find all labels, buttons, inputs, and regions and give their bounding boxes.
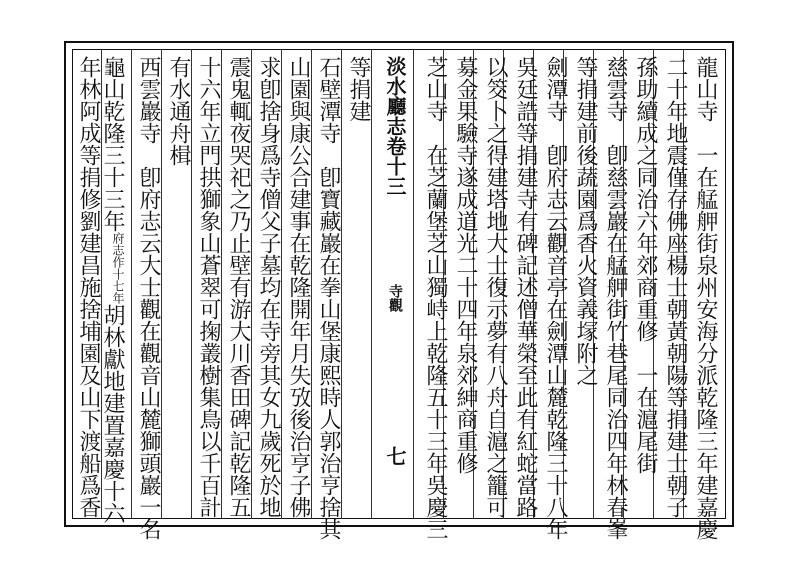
text-column: 石壁潭寺 卽寶藏巖在拳山堡康熙時人郭治亨捨其: [316, 56, 341, 540]
text-column: 年林阿成等捐修劉建昌施捨埔園及山下渡船爲香: [76, 56, 101, 518]
text-column: 慈雲寺 卽慈雲巖在艋舺街竹巷尾同治四年林春峯: [603, 56, 628, 540]
text-column: 等捐建: [346, 56, 371, 122]
text-column: 山園與康公合建事在乾隆開年月失攷後治亨子佛: [286, 56, 311, 518]
text-column: 有水通舟楫: [166, 56, 191, 166]
text-column: 劍潭寺 卽府志云觀音亭在劍潭山麓乾隆三十八年: [543, 56, 568, 540]
column-text: 龜山乾隆三十三年: [100, 56, 125, 232]
interlinear-note: 府志作十七年: [111, 232, 125, 304]
page-number: 七: [383, 446, 407, 466]
book-title: 淡水廳志卷十三: [383, 56, 407, 196]
text-column: 等捐建前後蔬園爲香火資義塜附之: [573, 56, 598, 386]
text-column: [100, 56, 133, 524]
text-column: 二十年地震僅存佛座楊士朝黃朝陽等捐建士朝子: [663, 56, 688, 518]
text-column: 西雲巖寺 卽府志云大士觀在觀音山麓獅頭巖一名: [136, 56, 161, 540]
text-column: 吳廷誥等捐建寺有碑記述僧華榮至此有紅蛇當路: [513, 56, 538, 518]
column-text: 胡林獻地建置嘉慶十六: [100, 304, 125, 524]
text-column: 芝山寺 在芝蘭堡芝山獨峙上乾隆五十三年吳慶三: [423, 56, 448, 540]
text-column: 求卽捨身爲寺僧父子墓均在寺旁其女九歲死於地: [256, 56, 281, 518]
center-fold: [378, 56, 410, 466]
section-label: 寺觀: [387, 284, 403, 312]
text-column: 以筊卜之得建塔地大士復示夢有八舟自滬之籠可: [483, 56, 508, 518]
text-column: 孫助續成之同治六年郊商重修 一在滬尾街: [633, 56, 658, 474]
text-column: 龍山寺 一在艋舺街泉州安海分派乾隆三年建嘉慶: [693, 56, 718, 540]
text-column: 十六年立門拱獅象山蒼翠可掬叢樹集鳥以千百計: [196, 56, 221, 518]
column-rule: [413, 49, 414, 519]
text-column: 募金果驗寺遂成道光二十四年泉郊紳商重修: [453, 56, 478, 474]
text-column: 震鬼輒夜哭祀之乃止壁有游大川香田碑記乾隆五: [226, 56, 251, 518]
